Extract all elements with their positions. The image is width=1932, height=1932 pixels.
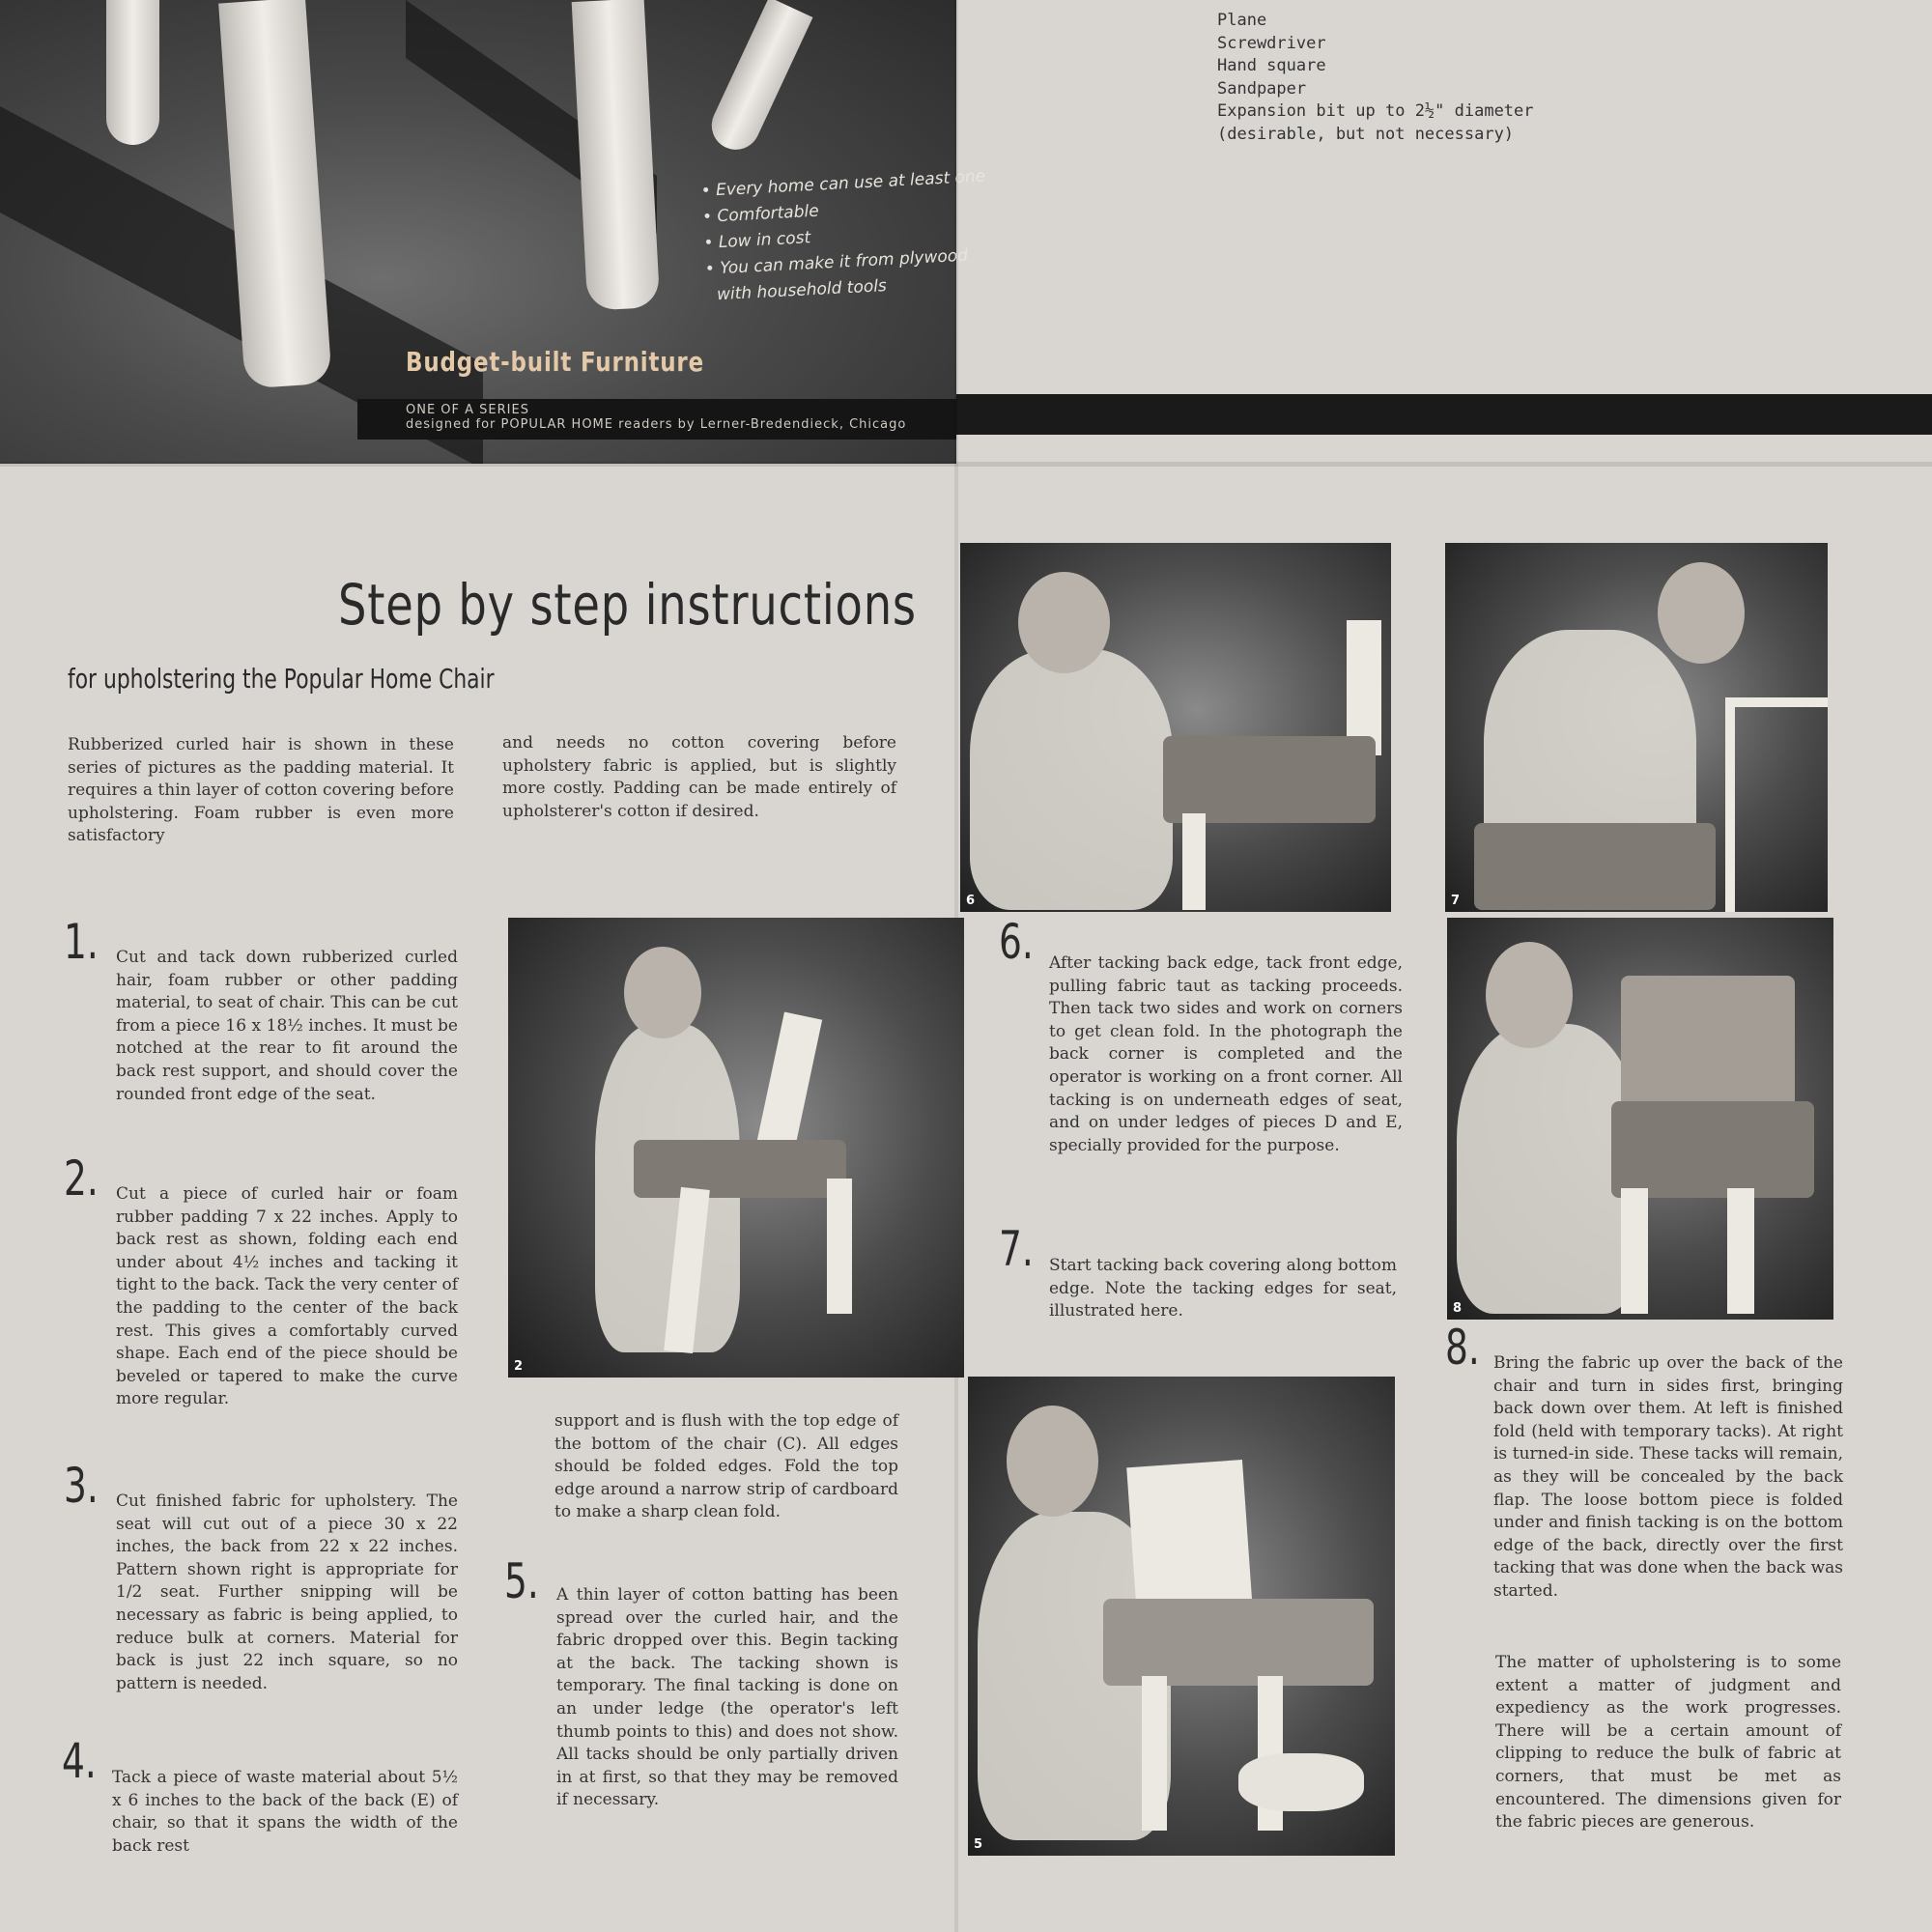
step-7-text: Start tacking back covering along bottom edge. Note the tacking edges for seat, illustrated here. — [1049, 1256, 1397, 1321]
tool-item: Hand square — [1217, 56, 1326, 75]
cover-bullet: • Comfortable — [701, 201, 820, 227]
photo-number: 5 — [974, 1837, 983, 1852]
intro-column-1: Rubberized curled hair is shown in these series of pictures as the padding material. It requires a thin layer of cotton covering before upholstering. Foam rubber is even more satisfactory — [68, 735, 454, 846]
operator-head — [1486, 942, 1573, 1048]
step-number: 2. — [64, 1151, 99, 1207]
step-number: 4. — [62, 1733, 97, 1789]
tool-item: (desirable, but not necessary) — [1217, 124, 1515, 144]
cover-bullet: with household tools — [705, 276, 888, 305]
series-line: ONE OF A SERIES — [406, 403, 529, 417]
photo-step-6 — [960, 543, 1391, 912]
photo-number: 8 — [1453, 1301, 1463, 1316]
operator-head — [624, 947, 701, 1038]
cover-bullet: • Low in cost — [702, 228, 811, 253]
cover-bullet: • You can make it from plywood — [704, 245, 969, 279]
seat-fabric — [1611, 1101, 1814, 1198]
chair-leg — [1142, 1676, 1167, 1831]
chair-leg — [704, 0, 813, 157]
step-1-text: Cut and tack down rubberized curled hair, foam rubber or other padding material, to seat of chair. This can be cut from a piece 16 x 18½ inches. It must be notched at the rear to fit around the back rest support, and should cover the rounded front edge of the seat. — [116, 948, 458, 1104]
intro-column-2: and needs no cotton covering before upholstery fabric is applied, but is slightly more costly. Padding can be made entirely of upholsterer's cotton if desired. — [502, 733, 896, 821]
cover-series-credit — [406, 403, 906, 432]
tool-item: Sandpaper — [1217, 78, 1307, 99]
step-number: 1. — [64, 914, 99, 970]
step-5-text: A thin layer of cotton batting has been spread over the curled hair, and the fabric dropped over this. Begin tacking at the back. The tacking shown is temporary. The final tacking is done on an under ledge (the operator's left thumb points to this) and does not show. All tacks should be only partially driven in at first, so that they may be removed if necessary. — [556, 1585, 898, 1810]
chair-frame — [1725, 697, 1828, 912]
operator-head — [1658, 562, 1745, 664]
step-8-text: Bring the fabric up over the back of the chair and turn in sides first, bringing back down over them. At left is finished fold (held with temporary tacks). At right is turned-in side. These tacks will remain, as they will be concealed by the back flap. The loose bottom piece is folded under and finish tacking is on the bottom edge of the back, directly over the first tacking that was done when the back was started. — [1493, 1353, 1843, 1601]
seat-fabric — [1103, 1599, 1374, 1686]
tool-item: Plane — [1217, 11, 1267, 30]
tool-item: Screwdriver — [1217, 33, 1326, 53]
step-number: 6. — [999, 914, 1034, 970]
step-number: 5. — [504, 1553, 539, 1609]
photo-step-7 — [1445, 543, 1828, 912]
operator-figure — [970, 649, 1173, 910]
seat-fabric — [1163, 736, 1376, 823]
page-subtitle: for upholstering the Popular Home Chair — [68, 663, 495, 695]
closing-paragraph: The matter of upholstering is to some extent a matter of judgment and expediency as the work progresses. There will be a certain amount of clipping to reduce the bulk of fabric at corners, that must be met as encountered. The dimensions given for the fabric pieces are generous. — [1495, 1653, 1841, 1833]
tool-item: Expansion bit up to 2½" diameter — [1217, 101, 1534, 121]
step-number: 8. — [1445, 1320, 1480, 1376]
step-4-text: Tack a piece of waste material about 5½ x 6 inches to the back of the back (E) of chair, so that it spans the width of the back rest — [112, 1768, 458, 1856]
operator-head — [1018, 572, 1110, 673]
photo-number: 7 — [1451, 894, 1461, 908]
chair-back — [1347, 620, 1381, 755]
chair-leg — [106, 0, 159, 145]
photo-step-8 — [1447, 918, 1833, 1320]
back-fabric — [1621, 976, 1795, 1121]
photo-step-5 — [968, 1377, 1395, 1856]
operator-head — [1007, 1406, 1098, 1517]
fold-line-horizontal — [0, 462, 1932, 467]
step-3-text: Cut finished fabric for upholstery. The seat will cut out of a piece 30 x 22 inches, the back from 22 x 22 inches. Pattern shown right is appropriate for 1/2 seat. Further snipping will be necessary as fabric is being applied, to reduce bulk at corners. Material for back is just 22 inch square, so no pattern is needed. — [116, 1492, 458, 1693]
seat-padding — [634, 1140, 846, 1198]
cover-bullet: • Every home can use at least one — [700, 166, 986, 201]
step-2-text: Cut a piece of curled hair or foam rubber padding 7 x 22 inches. Apply to back rest as shown, folding each end under about 4½ inches and tacking it tight to the back. Tack the very center of the padding to the center of the back rest. This gives a comfortably curved shape. Each end of the piece should be beveled or tapered to make the curve more regular. — [116, 1184, 458, 1409]
photo-number: 6 — [966, 894, 976, 908]
cover-title: Budget-built Furniture — [406, 346, 704, 378]
chair-leg — [1621, 1188, 1648, 1314]
cotton-batting — [1238, 1753, 1364, 1811]
tools-list — [1217, 10, 1534, 146]
step-number: 3. — [64, 1458, 99, 1514]
page-title: Step by step instructions — [338, 572, 917, 638]
right-band — [956, 394, 1932, 435]
chair-leg — [827, 1179, 852, 1314]
photo-step-2 — [508, 918, 964, 1378]
step-6-text: After tacking back edge, tack front edge, pulling fabric taut as tacking proceeds. Then tack two sides and work on corners to get clean fold. In the photograph the back corner is completed and the operator is working on a front corner. All tacking is on underneath edges of seat, and on under ledges of pieces D and E, specially provided for the purpose. — [1049, 953, 1403, 1155]
chair-leg — [1727, 1188, 1754, 1314]
step-number: 7. — [999, 1221, 1034, 1277]
series-line: designed for POPULAR HOME readers by Lerner-Bredendieck, Chicago — [406, 417, 907, 432]
cover-bullets — [700, 165, 986, 309]
chair-leg — [1182, 813, 1206, 910]
step-4-continued-text: support and is flush with the top edge of the bottom of the chair (C). All edges should be folded edges. Fold the top edge around a narrow strip of cardboard to make a sharp clean fold. — [554, 1411, 898, 1522]
chair-leg — [572, 0, 661, 311]
photo-number: 2 — [514, 1359, 524, 1374]
back-fabric — [1474, 823, 1716, 910]
